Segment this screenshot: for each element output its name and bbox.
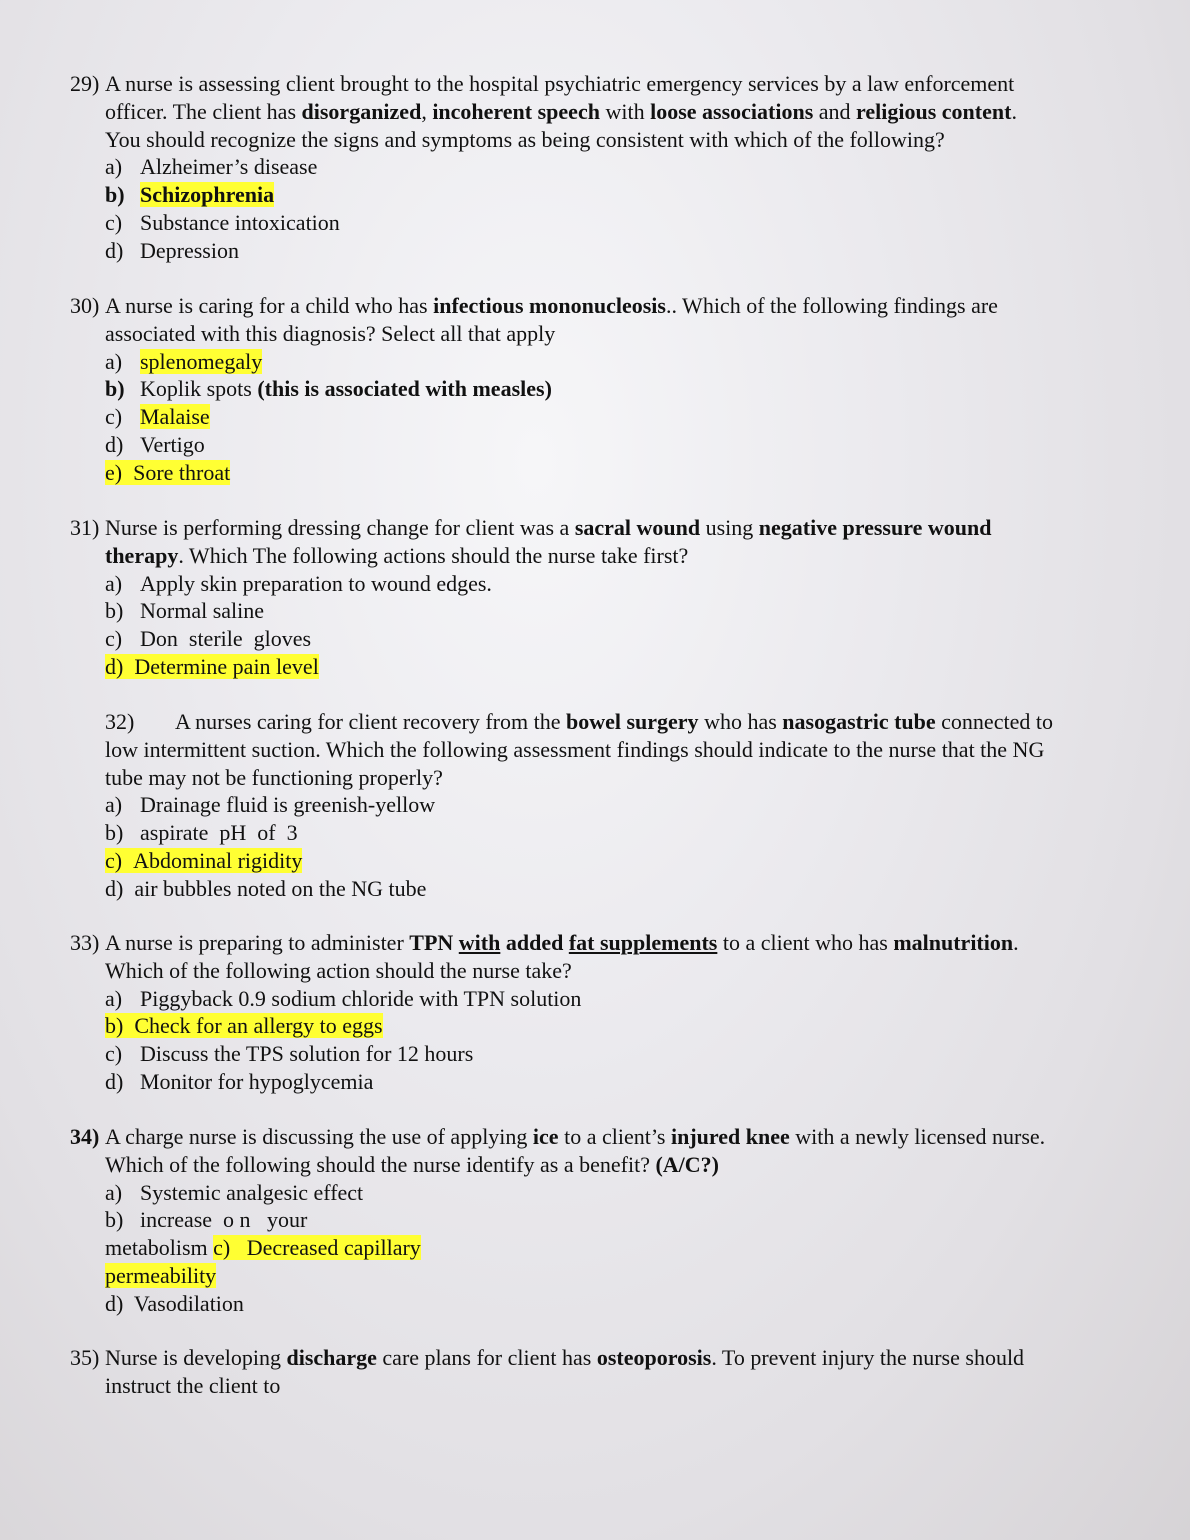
option-letter: a) bbox=[105, 792, 123, 818]
option-text: Normal saline bbox=[140, 598, 265, 624]
option-text: metabolism bbox=[105, 1235, 214, 1261]
question-text: Nurse is developing bbox=[105, 1345, 287, 1370]
option-text: Discuss the TPS solution for 12 hours bbox=[140, 1041, 474, 1067]
option-text: increase o n your bbox=[140, 1207, 308, 1233]
option-text: d) Vasodilation bbox=[105, 1290, 244, 1316]
question-33-line-1 bbox=[70, 929, 1130, 957]
keyword: added bbox=[505, 930, 564, 955]
keyword: sacral wound bbox=[574, 515, 701, 540]
option-letter: a) bbox=[105, 154, 123, 180]
option-a bbox=[70, 1179, 1130, 1207]
question-text: connected to bbox=[935, 709, 1053, 734]
option-c bbox=[70, 209, 1130, 237]
option-d bbox=[70, 1290, 1130, 1318]
question-number: 29) bbox=[70, 71, 100, 96]
option-letter: e) bbox=[105, 459, 123, 485]
question-text: Which of the following should the nurse identify as a benefit? bbox=[105, 1151, 656, 1177]
keyword: therapy bbox=[105, 542, 179, 568]
option-text: Vertigo bbox=[140, 431, 205, 457]
question-text: to a client’s bbox=[558, 1124, 671, 1149]
option-text: Determine pain level bbox=[134, 653, 319, 679]
highlighted-answer bbox=[105, 654, 319, 679]
question-31-line-2 bbox=[70, 542, 1130, 570]
option-b bbox=[70, 597, 1130, 625]
highlighted-answer: Malaise bbox=[140, 404, 210, 430]
highlighted-answer bbox=[105, 460, 230, 485]
option-b-continued bbox=[70, 1234, 1130, 1262]
option-d bbox=[70, 237, 1130, 265]
option-letter: c) bbox=[105, 847, 123, 873]
keyword: malnutrition bbox=[893, 930, 1014, 955]
option-b bbox=[70, 1206, 1130, 1234]
question-33-line-2: Which of the following action should the nurse take? bbox=[105, 957, 572, 983]
question-number: 33) bbox=[70, 930, 100, 955]
question-text: and bbox=[813, 98, 857, 124]
option-letter: a) bbox=[105, 1179, 123, 1205]
option-d-answer bbox=[70, 653, 1130, 681]
highlighted-answer: Schizophrenia bbox=[140, 182, 275, 208]
option-c-continued bbox=[70, 1262, 1130, 1290]
question-text: who has bbox=[698, 709, 783, 734]
option-text: Don sterile gloves bbox=[140, 626, 312, 652]
option-letter: d) bbox=[105, 431, 124, 457]
option-letter: a) bbox=[105, 985, 123, 1011]
question-number: 35) bbox=[70, 1345, 100, 1370]
option-c bbox=[70, 1040, 1130, 1068]
option-a bbox=[70, 153, 1130, 181]
option-text: Apply skin preparation to wound edges. bbox=[140, 570, 492, 596]
option-b-answer bbox=[70, 1012, 1130, 1040]
highlighted-answer: permeability bbox=[105, 1262, 217, 1288]
keyword: religious content bbox=[856, 98, 1012, 124]
option-text: Drainage fluid is greenish-yellow bbox=[140, 792, 436, 818]
option-letter: b) bbox=[105, 1207, 124, 1233]
question-text: A nurses caring for client recovery from the bbox=[175, 709, 566, 734]
option-letter: d) bbox=[105, 875, 124, 901]
option-text: Systemic analgesic effect bbox=[140, 1179, 364, 1205]
option-letter: b) bbox=[105, 376, 125, 402]
keyword: injured knee bbox=[671, 1124, 790, 1149]
keyword: ice bbox=[532, 1124, 559, 1149]
option-a bbox=[70, 985, 1130, 1013]
keyword: incoherent speech bbox=[432, 98, 600, 124]
question-32 bbox=[70, 708, 1130, 903]
question-number: 34) bbox=[70, 1124, 100, 1149]
keyword: osteoporosis bbox=[596, 1345, 712, 1370]
highlighted-answer: splenomegaly bbox=[140, 348, 263, 374]
option-text: Sore throat bbox=[133, 459, 231, 485]
question-30 bbox=[70, 292, 1130, 487]
option-text: Koplik spots bbox=[140, 376, 258, 402]
highlighted-answer bbox=[105, 1013, 383, 1038]
question-text: with a newly licensed nurse. bbox=[789, 1124, 1046, 1149]
question-text: using bbox=[700, 515, 759, 540]
option-letter: c) bbox=[105, 209, 123, 235]
question-32-line-1 bbox=[70, 708, 1130, 736]
keyword: infectious mononucleosis bbox=[433, 293, 666, 318]
question-text: .. Which of the following findings are bbox=[665, 293, 998, 318]
option-text: Alzheimer’s disease bbox=[140, 154, 318, 180]
option-c bbox=[70, 625, 1130, 653]
option-letter: b) bbox=[105, 820, 124, 846]
question-30-line-2: associated with this diagnosis? Select all that apply bbox=[105, 320, 556, 346]
option-text: Substance intoxication bbox=[140, 209, 340, 235]
option-letter: c) bbox=[105, 404, 123, 430]
option-text: Check for an allergy to eggs bbox=[134, 1013, 383, 1039]
question-text: . bbox=[1011, 98, 1017, 124]
option-letter: b) bbox=[105, 182, 125, 208]
option-e-answer bbox=[70, 459, 1130, 487]
keyword: discharge bbox=[286, 1345, 377, 1370]
question-34 bbox=[70, 1123, 1130, 1318]
question-number: 32) bbox=[105, 709, 135, 734]
option-letter: d) bbox=[105, 653, 124, 679]
question-text: with bbox=[599, 98, 651, 124]
question-text: , bbox=[421, 98, 433, 124]
question-35 bbox=[70, 1344, 1130, 1400]
question-32-line-3: tube may not be functioning properly? bbox=[105, 764, 443, 790]
keyword: loose associations bbox=[650, 98, 814, 124]
question-32-line-2: low intermittent suction. Which the following assessment findings should indicate to the nurse that the NG bbox=[105, 736, 1045, 762]
question-29 bbox=[70, 70, 1130, 265]
question-35-line-1 bbox=[70, 1344, 1130, 1372]
keyword: with bbox=[458, 930, 501, 955]
question-text: to a client who has bbox=[717, 930, 894, 955]
option-letter: b) bbox=[105, 1013, 124, 1039]
keyword: (A/C?) bbox=[655, 1151, 720, 1177]
question-34-line-2 bbox=[70, 1151, 1130, 1179]
keyword: TPN bbox=[409, 930, 454, 955]
option-letter: a) bbox=[105, 570, 123, 596]
option-a-answer bbox=[70, 348, 1130, 376]
option-text: aspirate pH of 3 bbox=[140, 820, 298, 846]
keyword: fat supplements bbox=[568, 930, 718, 955]
question-29-line-1 bbox=[70, 70, 1130, 98]
option-c-answer bbox=[70, 847, 1130, 875]
question-34-line-1 bbox=[70, 1123, 1130, 1151]
question-text: . To prevent injury the nurse should bbox=[711, 1345, 1025, 1370]
option-text: Piggyback 0.9 sodium chloride with TPN solution bbox=[140, 985, 582, 1011]
highlighted-answer: c) Decreased capillary bbox=[213, 1235, 421, 1261]
question-text: A nurse is preparing to administer bbox=[105, 930, 410, 955]
option-d bbox=[70, 431, 1130, 459]
question-text: officer. The client has bbox=[105, 98, 302, 124]
keyword: negative pressure wound bbox=[758, 515, 992, 540]
option-b-answer bbox=[70, 181, 1130, 209]
keyword: bowel surgery bbox=[565, 709, 699, 734]
question-text: A nurse is assessing client brought to the hospital psychiatric emergency services by a law enforcement bbox=[105, 71, 1015, 96]
option-text: Depression bbox=[140, 237, 239, 263]
question-text: A charge nurse is discussing the use of applying bbox=[105, 1124, 533, 1149]
question-35-line-2: instruct the client to bbox=[105, 1372, 281, 1398]
option-text: Monitor for hypoglycemia bbox=[140, 1068, 374, 1094]
option-letter: c) bbox=[105, 1041, 123, 1067]
question-number: 30) bbox=[70, 293, 100, 318]
question-33 bbox=[70, 929, 1130, 1096]
highlighted-answer bbox=[105, 848, 302, 873]
question-29-line-2 bbox=[70, 98, 1130, 126]
keyword: nasogastric tube bbox=[782, 709, 936, 734]
option-letter: b) bbox=[105, 598, 124, 624]
question-30-line-1 bbox=[70, 292, 1130, 320]
option-letter: c) bbox=[105, 626, 123, 652]
option-d bbox=[70, 1068, 1130, 1096]
option-letter: d) bbox=[105, 237, 124, 263]
question-text: . Which The following actions should the nurse take first? bbox=[178, 542, 689, 568]
option-letter: a) bbox=[105, 348, 123, 374]
option-note: (this is associated with measles) bbox=[257, 376, 552, 402]
option-b bbox=[70, 819, 1130, 847]
option-a bbox=[70, 570, 1130, 598]
question-31 bbox=[70, 514, 1130, 681]
question-29-line-3: You should recognize the signs and symptoms as being consistent with which of the following? bbox=[105, 126, 945, 152]
question-text: A nurse is caring for a child who has bbox=[105, 293, 434, 318]
option-d bbox=[70, 875, 1130, 903]
question-text: . bbox=[1013, 930, 1019, 955]
option-b bbox=[70, 375, 1130, 403]
option-text: Abdominal rigidity bbox=[133, 847, 303, 873]
question-text: Nurse is performing dressing change for client was a bbox=[105, 515, 575, 540]
option-letter: d) bbox=[105, 1068, 124, 1094]
question-number: 31) bbox=[70, 515, 100, 540]
question-text: care plans for client has bbox=[376, 1345, 597, 1370]
option-c-answer bbox=[70, 403, 1130, 431]
option-text: air bubbles noted on the NG tube bbox=[134, 875, 427, 901]
option-a bbox=[70, 791, 1130, 819]
question-31-line-1 bbox=[70, 514, 1130, 542]
keyword: disorganized bbox=[301, 98, 422, 124]
